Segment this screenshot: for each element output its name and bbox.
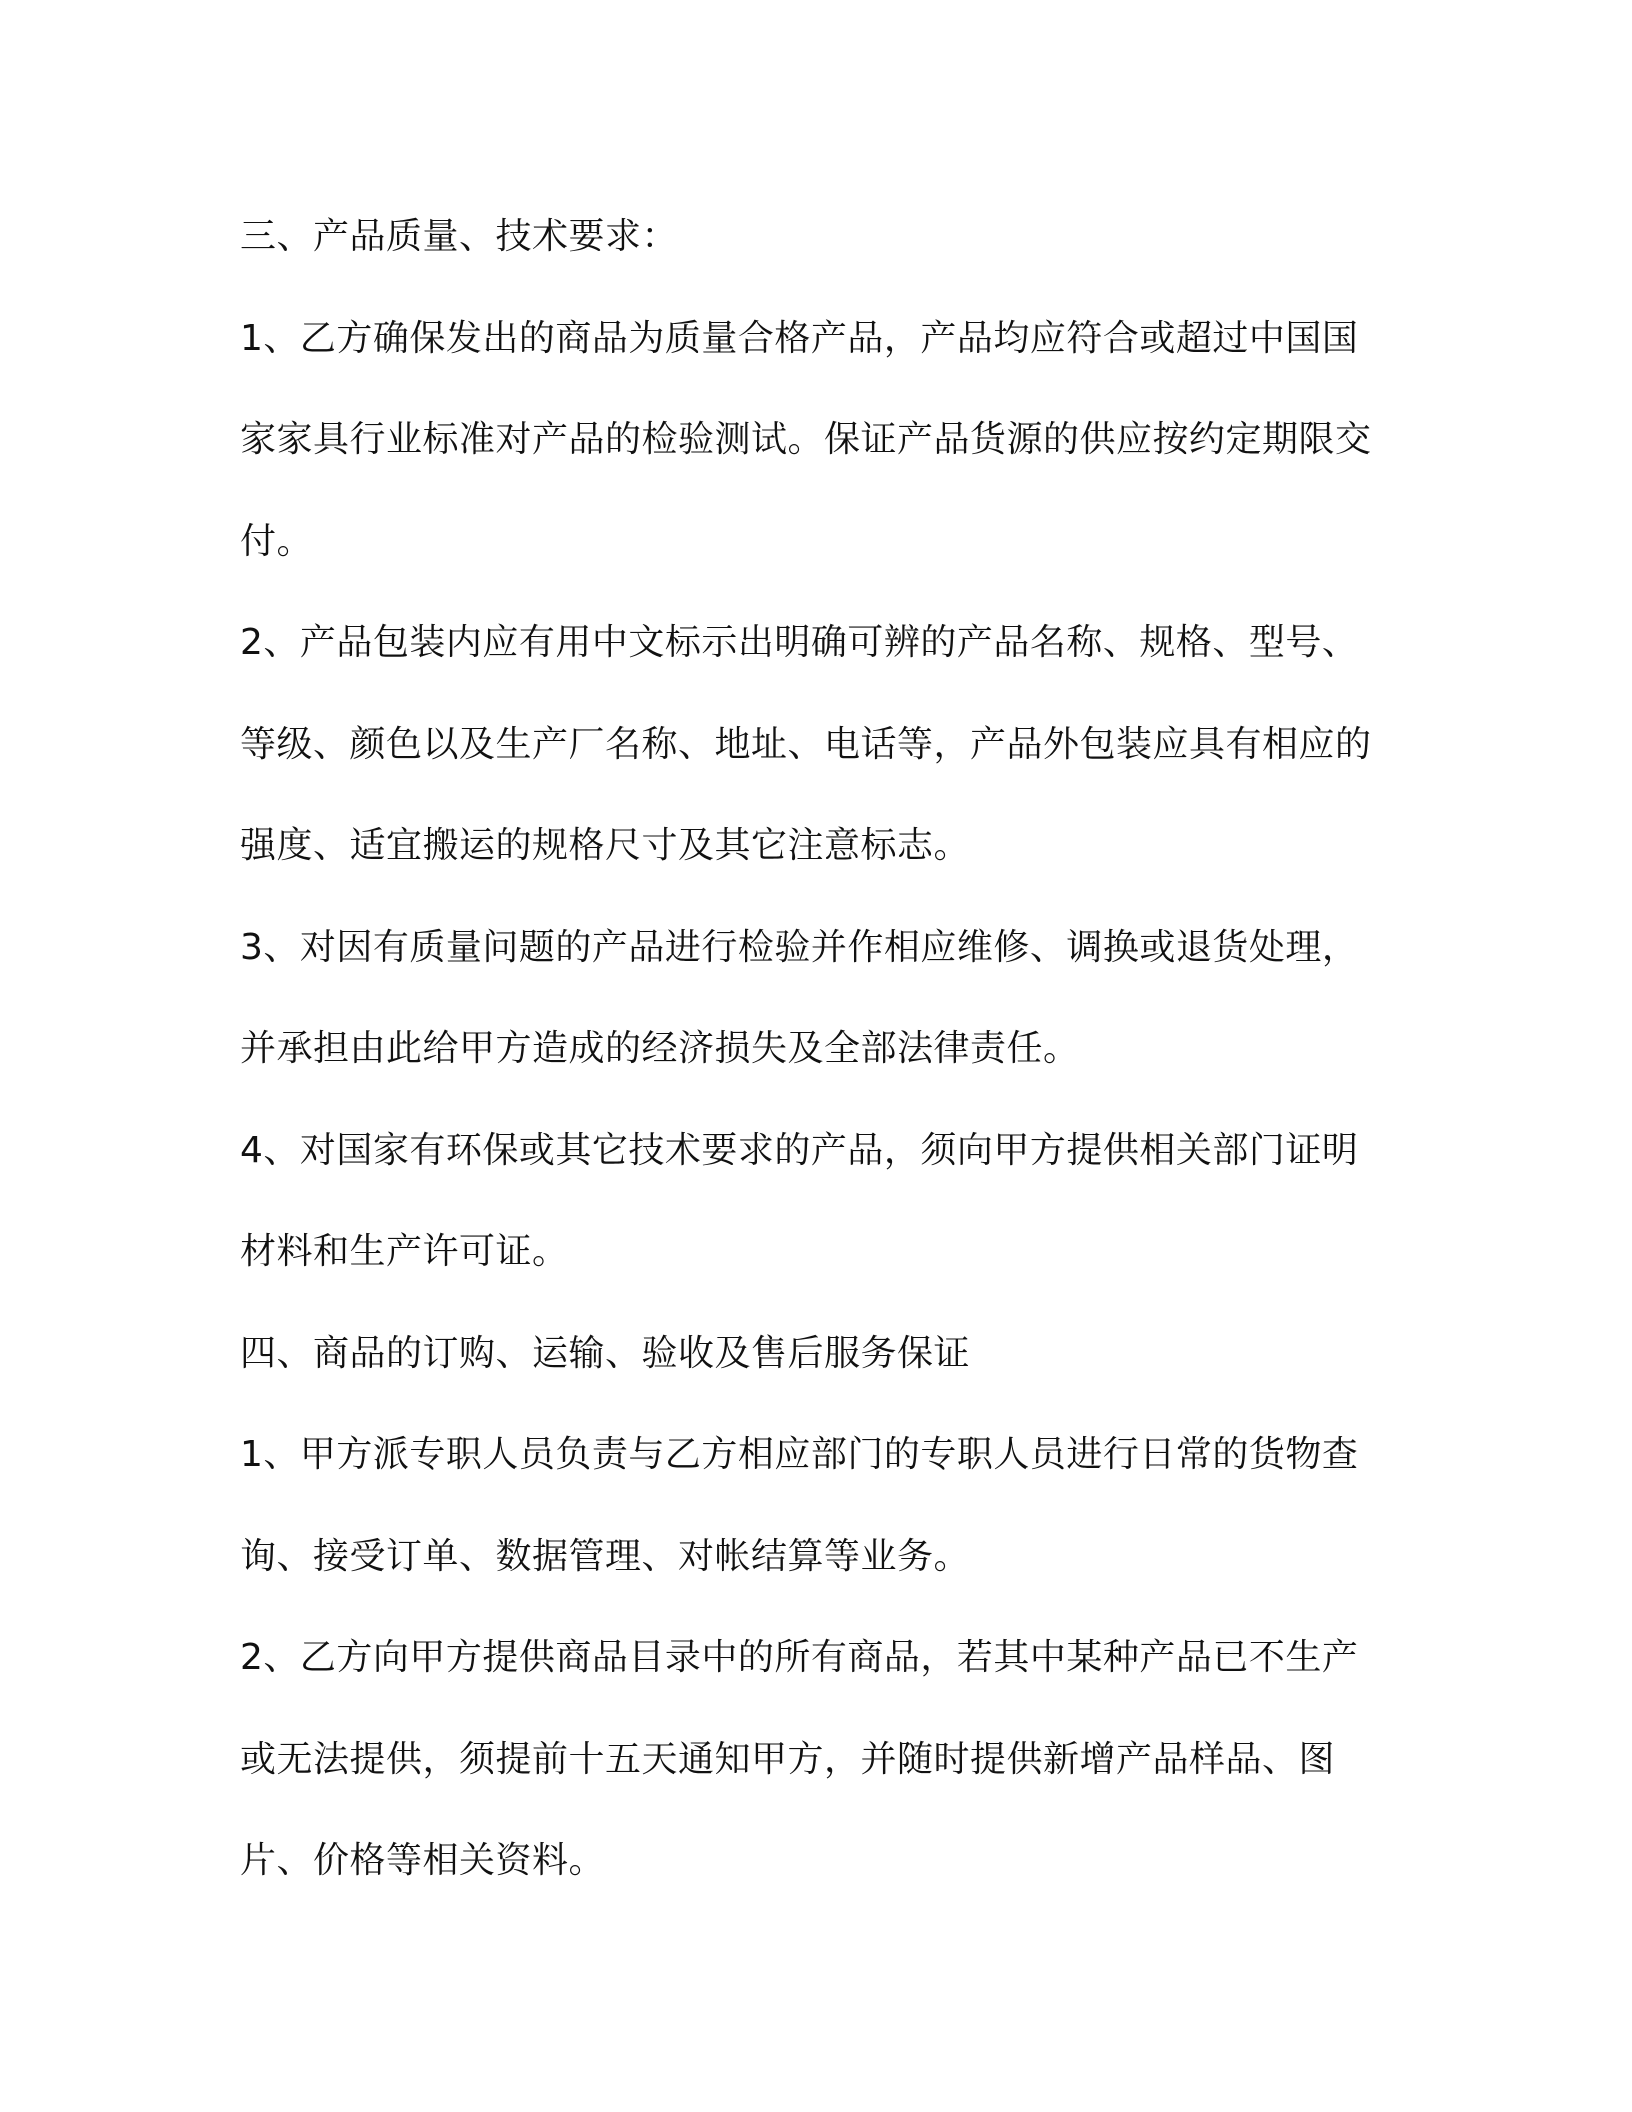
document-body — [240, 186, 1390, 1912]
paragraph-4-1: 1、甲方派专职人员负责与乙方相应部门的专职人员进行日常的货物查询、接受订单、数据管理、对帐结算等业务。 — [240, 1434, 1359, 1577]
paragraph-3-2: 2、产品包装内应有用中文标示出明确可辨的产品名称、规格、型号、等级、颜色以及生产厂名称、地址、电话等，产品外包装应具有相应的强度、适宜搬运的规格尺寸及其它注意标志。 — [240, 622, 1372, 866]
paragraph-3-4: 4、对国家有环保或其它技术要求的产品，须向甲方提供相关部门证明材料和生产许可证。 — [240, 1129, 1359, 1272]
paragraph-4-2: 2、乙方向甲方提供商品目录中的所有商品，若其中某种产品已不生产或无法提供，须提前十五天通知甲方，并随时提供新增产品样品、图片、价格等相关资料。 — [240, 1637, 1359, 1881]
paragraph-3-1: 1、乙方确保发出的商品为质量合格产品，产品均应符合或超过中国国家家具行业标准对产品的检验测试。保证产品货源的供应按约定期限交付。 — [240, 317, 1372, 562]
section-heading-3: 三、产品质量、技术要求： — [240, 216, 679, 257]
paragraph-3-3: 3、对因有质量问题的产品进行检验并作相应维修、调换或退货处理，并承担由此给甲方造成的经济损失及全部法律责任。 — [240, 926, 1359, 1069]
section-heading-4: 四、商品的订购、运输、验收及售后服务保证 — [240, 1332, 971, 1374]
